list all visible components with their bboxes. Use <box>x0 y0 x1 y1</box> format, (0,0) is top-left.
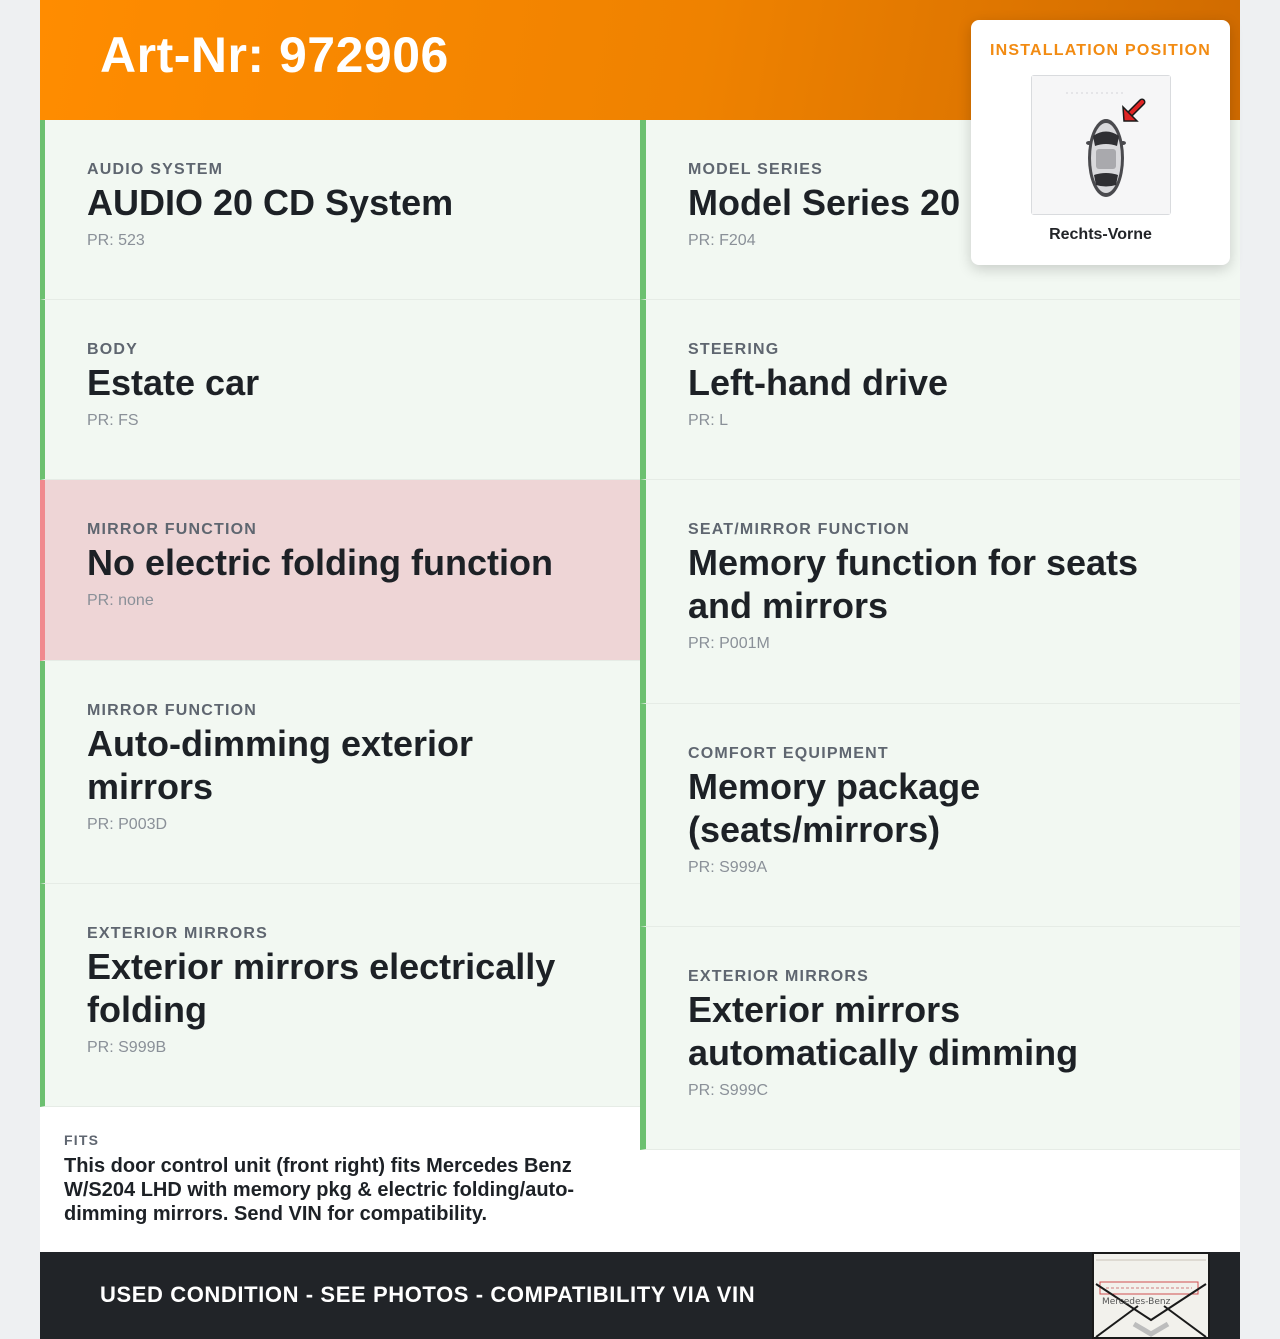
envelope-label: Mercedes-Benz <box>1102 1297 1171 1307</box>
spec-value: Estate car <box>87 362 260 403</box>
spec-pr-code: PR: S999B <box>87 1039 167 1056</box>
spec-pr-code: PR: 523 <box>87 232 145 249</box>
car-top-view-icon <box>1032 76 1170 214</box>
spec-cell-mirror-function <box>40 661 640 884</box>
spec-label: MIRROR FUNCTION <box>87 521 257 538</box>
fits-text: This door control unit (front right) fits Mercedes Benz W/S204 LHD with memory pkg & electric folding/auto-dimming mirrors. Send VIN for compatibility. <box>64 1155 575 1225</box>
spec-value: Model Series 20 <box>688 182 961 223</box>
spec-value: Memory function for seats and mirrors <box>688 542 1139 626</box>
spec-value: Exterior mirrors automatically dimming <box>688 989 1079 1073</box>
spec-value: AUDIO 20 CD System <box>87 182 454 223</box>
fits-label: FITS <box>64 1132 100 1148</box>
spec-pr-code: PR: P001M <box>688 635 770 652</box>
article-number: Art-Nr: 972906 <box>100 27 449 83</box>
left-column <box>40 120 640 1107</box>
spec-value: Left-hand drive <box>688 362 949 403</box>
spec-pr-code: PR: none <box>87 592 154 609</box>
spec-cell-exterior-mirrors-dimming <box>640 927 1240 1150</box>
spec-cell-comfort-equipment <box>640 704 1240 927</box>
spec-label: STEERING <box>688 341 780 358</box>
spec-pr-code: PR: S999A <box>688 859 768 876</box>
envelope-icon <box>1092 1252 1210 1339</box>
spec-cell-seat-mirror-function <box>640 480 1240 704</box>
spec-pr-code: PR: F204 <box>688 232 756 249</box>
spec-label: COMFORT EQUIPMENT <box>688 745 889 762</box>
spec-pr-code: PR: FS <box>87 412 139 429</box>
spec-label: MODEL SERIES <box>688 161 824 178</box>
spec-cell-body <box>40 300 640 480</box>
spec-label: AUDIO SYSTEM <box>87 161 224 178</box>
spec-label: SEAT/MIRROR FUNCTION <box>688 521 910 538</box>
spec-label: MIRROR FUNCTION <box>87 702 257 719</box>
spec-cell-exterior-mirrors <box>40 884 640 1107</box>
spec-pr-code: PR: S999C <box>688 1082 769 1099</box>
installation-position-card <box>971 20 1230 265</box>
installation-position-image <box>1031 75 1171 215</box>
footer <box>40 1252 1240 1339</box>
spec-value: Memory package (seats/mirrors) <box>688 766 981 850</box>
spec-label: EXTERIOR MIRRORS <box>87 925 268 942</box>
footer-text: USED CONDITION - SEE PHOTOS - COMPATIBILITY VIA VIN <box>100 1282 756 1307</box>
right-column <box>640 120 1240 1150</box>
spec-label: EXTERIOR MIRRORS <box>688 968 869 985</box>
installation-position-caption: Rechts-Vorne <box>1049 226 1152 243</box>
page <box>40 0 1240 1339</box>
spec-value: Auto-dimming exterior mirrors <box>87 723 474 807</box>
fits-section <box>40 1107 640 1252</box>
envelope-drawing <box>1094 1254 1208 1337</box>
spec-label: BODY <box>87 341 139 358</box>
spec-pr-code: PR: P003D <box>87 816 168 833</box>
spec-cell-audio-system <box>40 120 640 300</box>
installation-position-title: INSTALLATION POSITION <box>989 42 1212 59</box>
spec-pr-code: PR: L <box>688 412 729 429</box>
spec-value: No electric folding function <box>87 542 553 583</box>
spec-value: Exterior mirrors electrically folding <box>87 946 556 1030</box>
spec-cell-mirror-function-negative <box>40 480 640 661</box>
spec-cell-steering <box>640 300 1240 480</box>
